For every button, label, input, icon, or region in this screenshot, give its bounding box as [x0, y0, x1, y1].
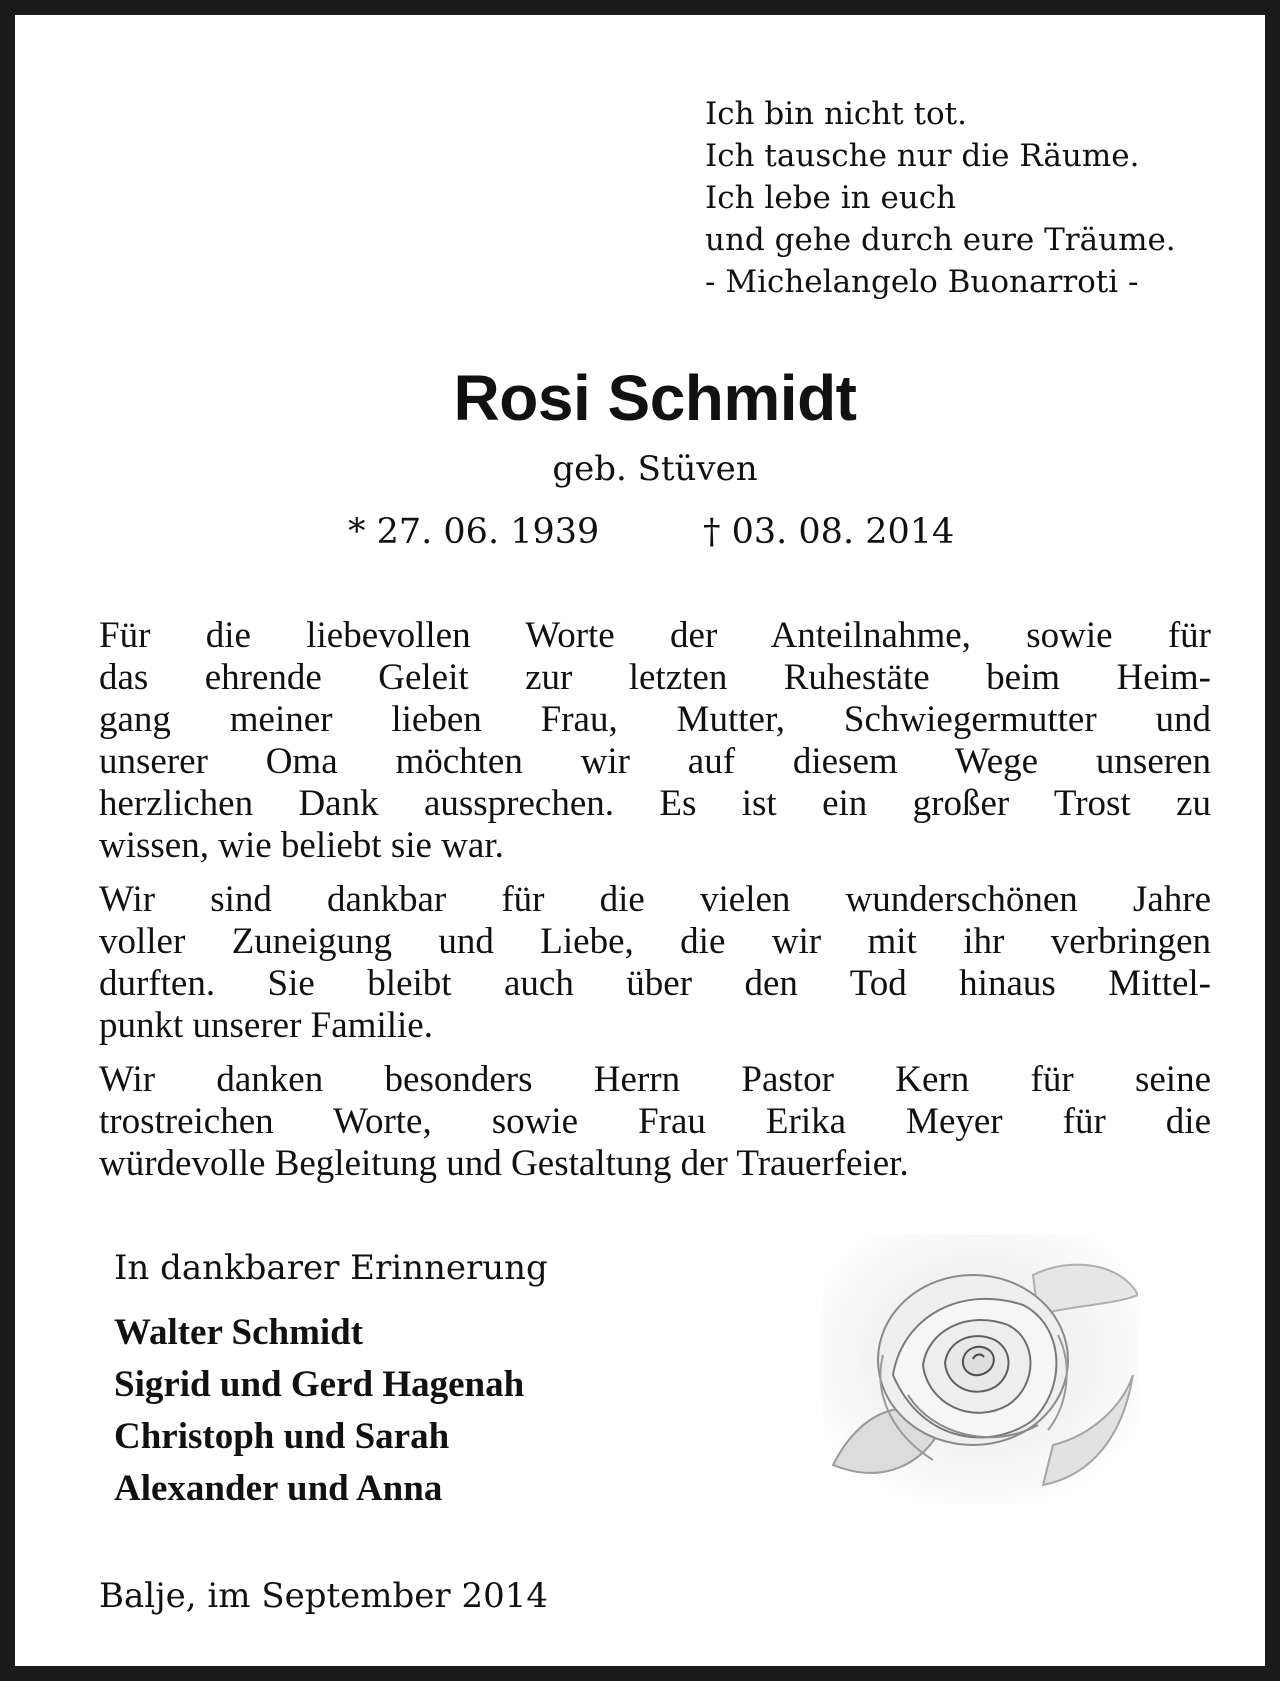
text-line: gang meiner lieben Frau, Mutter, Schwiegermutter und	[99, 699, 1211, 740]
text-line: unserer Oma möchten wir auf diesem Wege unseren	[99, 741, 1211, 782]
signers-list	[114, 1307, 524, 1515]
poem-line: Ich tausche nur die Räume.	[705, 138, 1140, 174]
signer-name: Sigrid und Gerd Hagenah	[114, 1364, 525, 1405]
thank-you-text	[99, 615, 1211, 1197]
signer-name: Alexander und Anna	[114, 1468, 443, 1509]
text-line: trostreichen Worte, sowie Frau Erika Meyer für die	[99, 1101, 1211, 1142]
poem	[705, 93, 1176, 303]
poem-author: - Michelangelo Buonarroti -	[705, 264, 1139, 300]
signer-name: Walter Schmidt	[114, 1312, 364, 1353]
text-line: Wir danken besonders Herrn Pastor Kern für seine	[99, 1059, 1211, 1100]
birth-date: * 27. 06. 1939	[348, 512, 600, 552]
paragraph	[99, 1059, 1211, 1185]
paragraph	[99, 615, 1211, 867]
poem-line: und gehe durch eure Träume.	[705, 222, 1176, 258]
rose-icon	[823, 1235, 1138, 1505]
death-date: † 03. 08. 2014	[703, 512, 955, 552]
poem-line: Ich lebe in euch	[705, 180, 957, 216]
remembrance-line: In dankbarer Erinnerung	[114, 1248, 548, 1288]
text-line: durften. Sie bleibt auch über den Tod hinaus Mittel-	[99, 963, 1211, 1004]
signer-name: Christoph und Sarah	[114, 1416, 450, 1457]
text-line: Wir sind dankbar für die vielen wunderschönen Jahre	[99, 879, 1211, 920]
paragraph	[99, 879, 1211, 1047]
text-line: das ehrende Geleit zur letzten Ruhestäte beim Heim-	[99, 657, 1211, 698]
text-line: herzlichen Dank aussprechen. Es ist ein großer Trost zu	[99, 783, 1211, 824]
place-and-date: Balje, im September 2014	[99, 1576, 549, 1616]
poem-line: Ich bin nicht tot.	[705, 96, 967, 132]
text-line: punkt unserer Familie.	[99, 1005, 433, 1046]
text-line: wissen, wie beliebt sie war.	[99, 825, 504, 866]
maiden-name: geb. Stüven	[552, 449, 758, 489]
text-line: würdevolle Begleitung und Gestaltung der Trauerfeier.	[99, 1143, 909, 1184]
deceased-name: Rosi Schmidt	[453, 362, 857, 434]
text-line: Für die liebevollen Worte der Anteilnahme, sowie für	[99, 615, 1211, 656]
text-line: voller Zuneigung und Liebe, die wir mit ihr verbringen	[99, 921, 1211, 962]
